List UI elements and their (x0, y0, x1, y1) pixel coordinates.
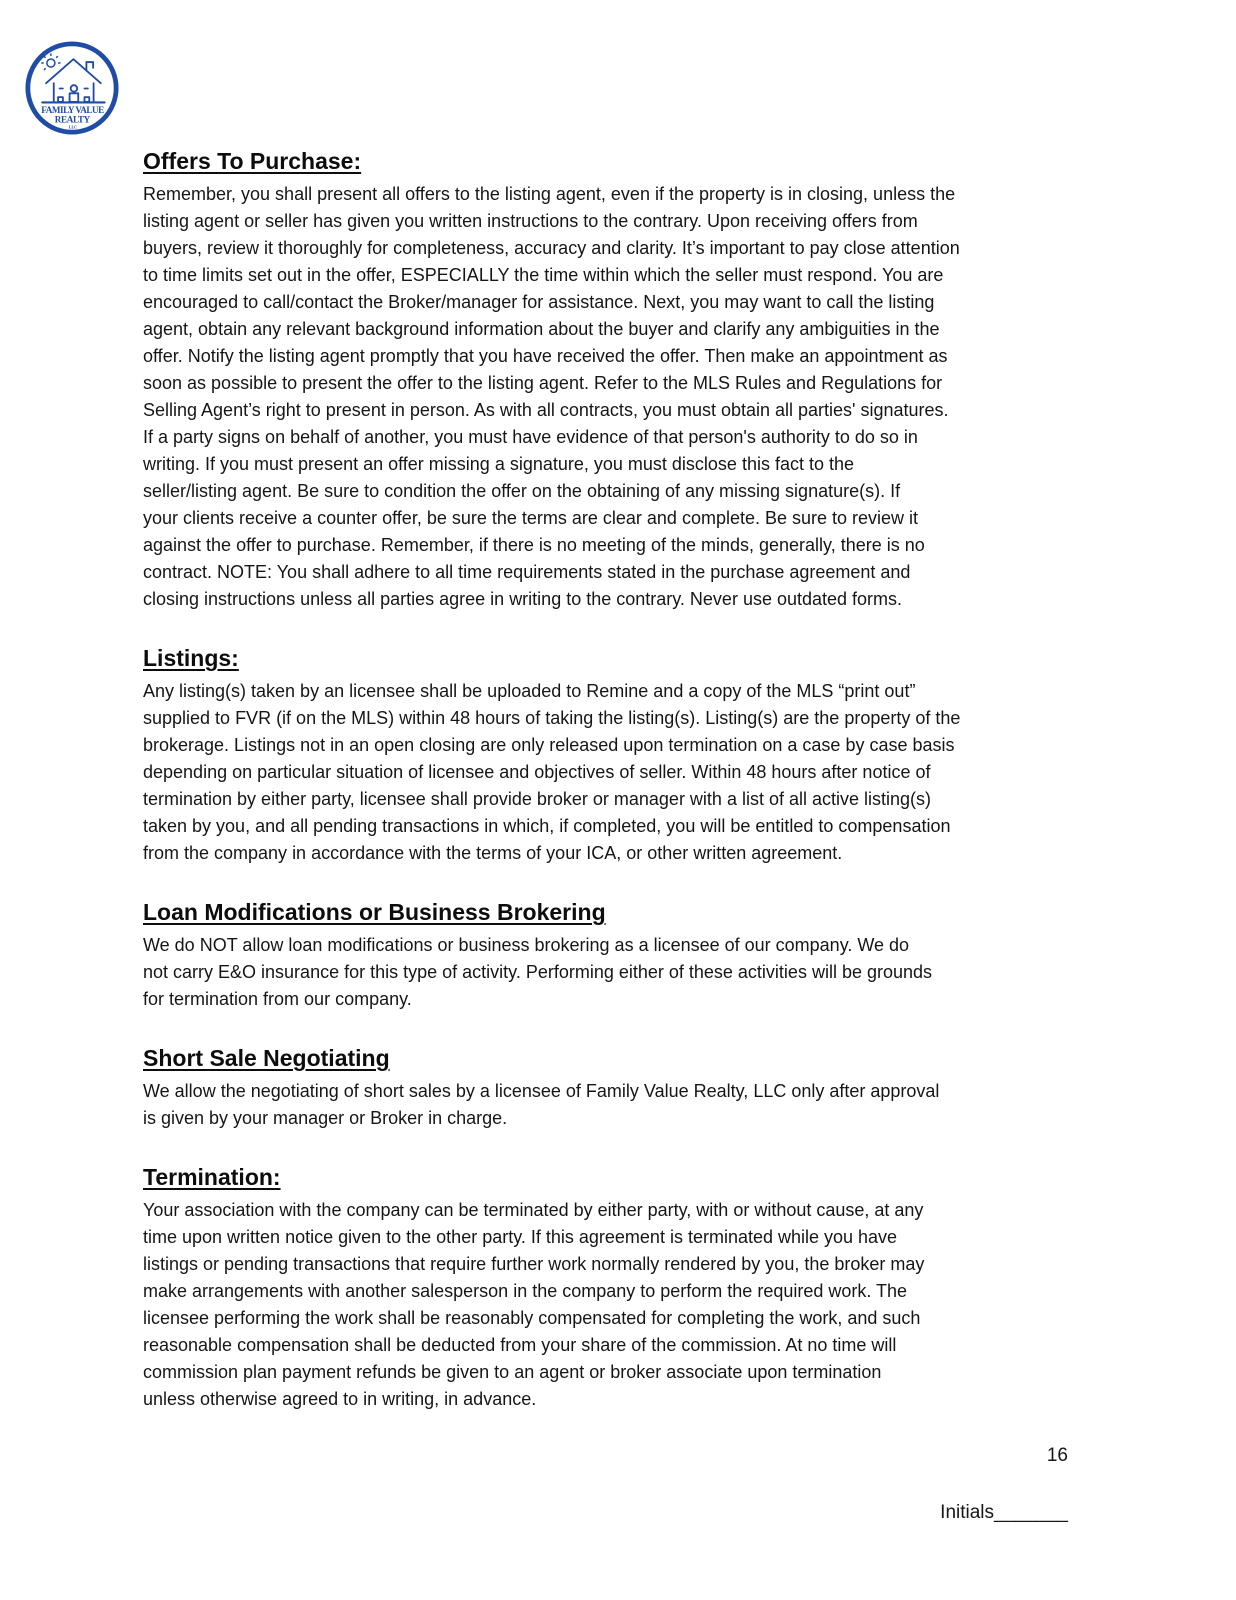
section-loan-modifications (143, 897, 1103, 1013)
section-body-short-sale-negotiating: We allow the negotiating of short sales by a licensee of Family Value Realty, LLC only after approval is given by your manager or Broker in charge. (143, 1081, 940, 1128)
section-offers-to-purchase (143, 146, 1103, 613)
logo-text-line2: REALTY (54, 114, 92, 125)
section-body-listings: Any listing(s) taken by an licensee shall be uploaded to Remine and a copy of the MLS “print out” supplied to FVR (if on the MLS) within 48 hours of taking the listing(s). Listing(s) are the property of the brokerage. Listings not in an open closing are only released upon termination on a case by case basis depending on particular situation of licensee and objectives of seller. Within 48 hours after notice of termination by either party, licensee shall provide broker or manager with a list of all active listing(s) taken by you, and all pending transactions in which, if completed, you will be entitled to compensation from the company in accordance with the terms of your ICA, or other written agreement. (143, 681, 961, 863)
section-heading-loan-modifications: Loan Modifications or Business Brokering (143, 899, 606, 925)
section-termination (143, 1162, 1103, 1413)
section-listings (143, 643, 1103, 867)
section-body-termination: Your association with the company can be terminated by either party, with or without cause, at any time upon written notice given to the other party. If this agreement is terminated while you have listings or pending transactions that require further work normally rendered by you, the broker may make arrangements with another salesperson in the company to perform the required work. The licensee performing the work shall be reasonably compensated for completing the work, and such reasonable compensation shall be deducted from your share of the commission. At no time will commission plan payment refunds be given to an agent or broker associate upon termination unless otherwise agreed to in writing, in advance. (143, 1200, 925, 1409)
section-short-sale-negotiating (143, 1043, 1103, 1132)
house-icon (42, 59, 104, 102)
logo-text-line3: LLC (68, 124, 78, 130)
section-body-offers-to-purchase: Remember, you shall present all offers to the listing agent, even if the property is in closing, unless the listing agent or seller has given you written instructions to the contrary. Upon receiving offers from buyers, review it thoroughly for completeness, accuracy and clarity. It’s important to pay close attention to time limits set out in the offer, ESPECIALLY the time within which the seller must respond. You are encouraged to call/contact the Broker/manager for assistance. Next, you may want to call the listing agent, obtain any relevant background information about the buyer and clarify any ambiguities in the offer. Notify the listing agent promptly that you have received the offer. Then make an appointment as soon as possible to present the offer to the listing agent. Refer to the MLS Rules and Regulations for Selling Agent’s right to present in person. As with all contracts, you must obtain all parties' signatures. If a party signs on behalf of another, you must have evidence of that person's authority to do so in writing. If you must present an offer missing a signature, you must disclose this fact to the seller/listing agent. Be sure to condition the offer on the obtaining of any missing signature(s). If your clients receive a counter offer, be sure the terms are clear and complete. Be sure to review it against the offer to purchase. Remember, if there is no meeting of the minds, generally, there is no contract. NOTE: You shall adhere to all time requirements stated in the purchase agreement and closing instructions unless all parties agree in writing to the contrary. Never use outdated forms. (143, 184, 960, 609)
section-heading-listings: Listings: (143, 645, 239, 671)
section-heading-offers-to-purchase: Offers To Purchase: (143, 148, 362, 174)
section-heading-short-sale-negotiating: Short Sale Negotiating (143, 1045, 390, 1071)
section-body-loan-modifications: We do NOT allow loan modifications or business brokering as a licensee of our company. We do not carry E&O insurance for this type of activity. Performing either of these activities will be grounds for termination from our company. (143, 935, 933, 1009)
page-number: 16 (1046, 1445, 1068, 1466)
logo-text-line1: FAMILY VALUE (41, 104, 105, 115)
page-footer (940, 1442, 1068, 1526)
section-heading-termination: Termination: (143, 1164, 281, 1190)
company-logo (24, 40, 120, 136)
document-content (143, 146, 1103, 1413)
initials-field: Initials_______ (940, 1502, 1068, 1523)
